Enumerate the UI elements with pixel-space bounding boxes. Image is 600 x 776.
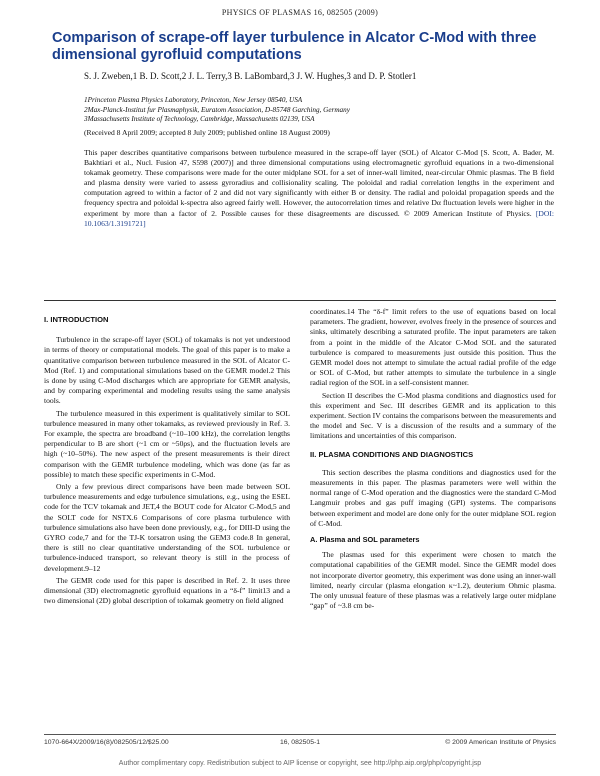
footer-divider <box>44 734 556 735</box>
paragraph: The turbulence measured in this experiment is qualitatively similar to SOL turbulence measured in many other tokamaks, as reviewed previously in Ref. 3. For example, the spectra are broadband (~10–100 kHz), the correlation lengths perpendicular to B are short (~1 cm or ~50ρs), and the fluctuation levels are high (~10–50%). The new aspect of the present measurements is their direct comparison with the GEMR turbulence modeling, which was done (as far as possible) to match these specific experiments in C-Mod. <box>44 408 290 479</box>
doi-link[interactable]: [DOI: 10.1063/1.3191721] <box>84 208 554 228</box>
title-block <box>52 30 552 64</box>
footer-issn: 1070-664X/2009/16(8)/082505/12/$25.00 <box>44 739 169 746</box>
copyright-notice: Author complimentary copy. Redistribution subject to AIP license or copyright, see http://php.aip.org/php/copyright.jsp <box>118 760 482 767</box>
abstract <box>84 148 554 229</box>
paragraph: The plasmas used for this experiment were chosen to match the computational capabilities of the GEMR model. Since the GEMR model does not incorporate divertor geometry, this experiment was done using an inner-wall limited, nearly circular (plasma elongation κ~1.2), deuterium Ohmic plasma. The only unusual feature of these plasmas was a relatively large outer midplane “gap” of ~3.8 cm be- <box>310 550 556 611</box>
paragraph: Only a few previous direct comparisons have been made between SOL turbulence measurements and edge turbulence simulations, e.g., using the ESEL code for the TCV tokamak and JET,4 the BOUT code for Alcator C-Mod,5 and the SOLT code for NSTX.6 Comparisons of core plasma turbulence with turbulence simulations also have been done previously, e.g., for DIII-D using the GYRO code,7 and for the TJ-K torsatron using the GEM3 code.8 In general, there is still no clear quantitative understanding of the SOL turbulence or turbulence-induced transport, so relevant theory is still in the process of development.9–12 <box>44 482 290 573</box>
section-heading-introduction: I. INTRODUCTION <box>44 315 109 324</box>
paragraph: Turbulence in the scrape-off layer (SOL) of tokamaks is not yet understood in terms of theory or computational models. The goal of this paper is to make a quantitative comparison between turbulence measured in the SOL of Alcator C-Mod (Ref. 1) and computational simulations based on the GEMR model.2 This is done by using C-Mod discharges which are appropriate for GEMR analysis, and by comparing experimental and modeling results using the same analysis tools. <box>44 335 290 406</box>
left-column <box>44 311 290 608</box>
paragraph: This section describes the plasma conditions and diagnostics used for the measurements in this paper. The plasmas parameters were well within the normal range of C-Mod operation and the diagnostics were the standard C-Mod Langmuir probes and gas puff imaging (GPI) systems. The comparisons between experiment and model are done only for the outer midplane SOL region of C-Mod. <box>310 467 556 528</box>
affiliation-1: 1Princeton Plasma Physics Laboratory, Princeton, New Jersey 08540, USA <box>84 96 303 104</box>
affiliation-2: 2Max-Planck-Institut fur Plasmaphysik, Euratom Association, D-85748 Garching, Germany <box>84 105 350 114</box>
paragraph: The GEMR code used for this paper is described in Ref. 2. It uses three dimensional (3D) electromagnetic gyrofluid equations in a “δ-f” limit13 and a two dimensional (2D) global description of tokamak geometry on field aligned <box>44 575 290 606</box>
journal-header: PHYSICS OF PLASMAS 16, 082505 (2009) <box>221 8 379 17</box>
abstract-divider <box>44 300 556 301</box>
affiliation-3: 3Massachusetts Institute of Technology, Cambridge, Massachusetts 02139, USA <box>84 115 315 123</box>
abstract-text: This paper describes quantitative comparisons between turbulence measured in the scrape-off layer (SOL) of Alcator C-Mod [S. Scott, A. Bader, M. Bakhtiari et al., Nucl. Fusion 47, S598 (2007)] and three dimensional computations using electromagnetic gyrofluid equations in a two-dimensional tokamak geometry. These comparisons were made for the outer midplane SOL for a set of inner-wall limited, near-circular Ohmic plasmas. The B field and plasma density were varied to assess gyroradius and collisionality scaling. The poloidal and radial correlation lengths in the experiment and computation agreed to within a factor of 2 and did not vary significantly with either B or density. The radial and poloidal propagation speeds and the frequency spectra and poloidal k-spectra also agreed fairly well. However, the autocorrelation times and relative Dα fluctuation levels were higher in the experiment by more than a factor of 2. Possible causes for these disagreements are discussed. © 2009 American Institute of Physics. <box>84 148 554 218</box>
affiliations <box>84 96 544 125</box>
paragraph: coordinates.14 The “δ-f” limit refers to the use of equations based on local parameters. The gradient, however, evolves freely in the presence of sources and sinks, ultimately describing a saturated profile. The input parameters are taken from a point in the middle of the Alcator C-Mod SOL and the saturated turbulence is compared to measurements just outside this position. Thus the GEMR model does not attempt to simulate the actual radial profile of the edge or SOL of C-Mod, but rather attempts to simulate the turbulence in a single radial region of the SOL in a self-consistent manner. <box>310 307 556 388</box>
paper-title: Comparison of scrape-off layer turbulence in Alcator C-Mod with three dimensional gyrofluid computations <box>52 30 537 63</box>
section-heading-plasma-conditions: II. PLASMA CONDITIONS AND DIAGNOSTICS <box>310 449 474 459</box>
received-dates: (Received 8 April 2009; accepted 8 July 2009; published online 18 August 2009) <box>84 128 330 137</box>
right-column <box>310 307 556 613</box>
subsection-heading-plasma-sol: A. Plasma and SOL parameters <box>310 535 420 545</box>
author-list: S. J. Zweben,1 B. D. Scott,2 J. L. Terry,3 B. LaBombard,3 J. W. Hughes,3 and D. P. Stotler1 <box>84 71 417 81</box>
footer-publisher: © 2009 American Institute of Physics <box>445 739 556 746</box>
footer-page-number: 16, 082505-1 <box>279 739 321 746</box>
paragraph: Section II describes the C-Mod plasma conditions and diagnostics used for this experiment and Sec. III describes GEMR and its application to this experiment. Section IV contains the comparisons between the measurements and the model and Sec. V is a discussion of the results and a summary of the limitations and uncertainties of this comparison. <box>310 390 556 441</box>
